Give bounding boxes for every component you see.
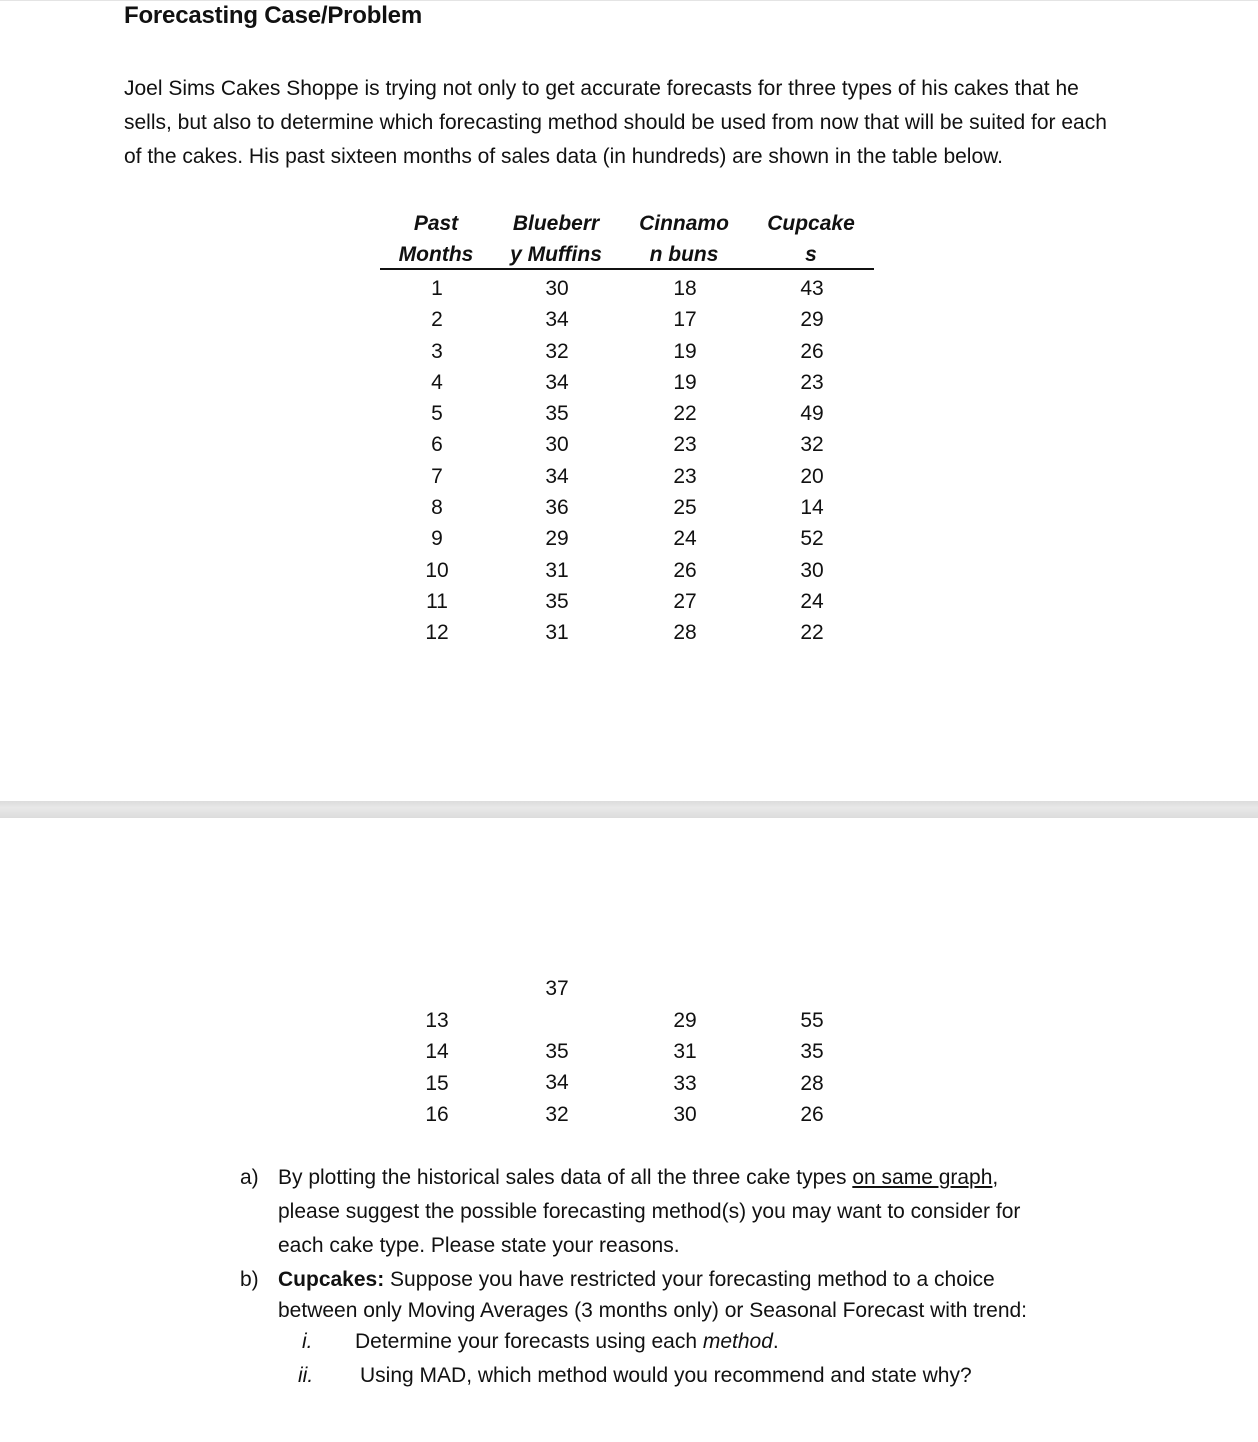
subquestion-label: i. (302, 1330, 313, 1353)
question-b-line1 (278, 1263, 995, 1297)
table-cell: 26 (673, 558, 697, 582)
subquestion-i (355, 1325, 779, 1359)
question-text: . (772, 1330, 779, 1353)
header-line: y Muffins (510, 243, 602, 266)
table-cell: 13 (425, 1009, 449, 1032)
table-cell: 32 (800, 433, 824, 457)
table-cell: 10 (425, 558, 449, 582)
header-cupcakes (756, 208, 866, 270)
column-cinnamon-buns-cont (655, 1005, 715, 1130)
table-cell: 25 (673, 496, 697, 520)
question-a-line1 (278, 1161, 998, 1195)
table-cell: 35 (545, 1040, 569, 1063)
table-cell: 52 (800, 527, 824, 551)
table-cell: 9 (431, 527, 443, 551)
table-cell: 24 (673, 527, 697, 551)
question-text: Determine your forecasts using each (355, 1330, 703, 1353)
table-cell: 31 (545, 558, 569, 582)
table-cell: 35 (545, 589, 569, 613)
page-top-border (0, 0, 1258, 1)
bold-label: Cupcakes: (278, 1268, 385, 1291)
header-cinnamon-buns (630, 208, 738, 270)
table-cell: 37 (545, 977, 569, 1000)
table-cell: 29 (673, 1009, 697, 1032)
table-cell: 14 (800, 496, 824, 520)
table-cell: 43 (800, 277, 824, 300)
column-blueberry-muffins-cont (527, 1036, 587, 1130)
italic-word: method (702, 1330, 773, 1353)
table-cell: 27 (673, 589, 697, 613)
table-cell: 33 (673, 1071, 697, 1095)
question-label: b) (240, 1268, 259, 1291)
table-cell: 34 (545, 1071, 569, 1095)
table-cell: 16 (425, 1102, 449, 1126)
table-cell: 29 (800, 308, 824, 332)
table-cell: 2 (431, 308, 443, 332)
column-blueberry-muffins (527, 273, 587, 649)
table-cell: 32 (545, 339, 569, 363)
page-break (0, 801, 1258, 818)
header-line: n buns (649, 243, 719, 266)
column-cupcakes (782, 273, 842, 649)
table-cell: 34 (545, 308, 569, 332)
table-cell: 23 (800, 370, 824, 394)
table-cell: 28 (800, 1071, 824, 1095)
question-text: By plotting the historical sales data of all the three cake types (278, 1166, 853, 1189)
table-cell: 4 (431, 370, 443, 394)
table-cell: 8 (431, 496, 443, 520)
intro-paragraph: Joel Sims Cakes Shoppe is trying not only to get accurate forecasts for three types of his cakes that he sells, but also to determine which forecasting method should be used from now that will be suited for each of the cakes. His past sixteen months of sales data (in hundreds) are shown in the table below. (124, 77, 1107, 168)
table-cell: 17 (673, 308, 697, 332)
header-line: Blueberr (512, 212, 600, 235)
subquestion-label: ii. (298, 1364, 314, 1387)
table-cell: 26 (800, 339, 824, 363)
question-text: Suppose you have restricted your forecasting method to a choice (384, 1268, 995, 1291)
table-cell: 15 (425, 1071, 449, 1095)
table-cell: 30 (545, 433, 569, 457)
table-cell: 3 (431, 339, 443, 363)
header-line: Cupcake (767, 212, 855, 235)
table-cell: 22 (673, 402, 697, 426)
table-cell: 29 (545, 527, 569, 551)
table-cell: 30 (673, 1102, 697, 1126)
table-cell: 30 (545, 277, 569, 300)
question-b-line2: between only Moving Averages (3 months only) or Seasonal Forecast with trend: (278, 1299, 1028, 1322)
table-header-rule (380, 268, 874, 270)
header-line: s (805, 243, 817, 266)
header-blueberry-muffins (500, 208, 612, 270)
question-label: a) (240, 1166, 259, 1189)
table-cell: 34 (545, 464, 569, 488)
table-cell: 49 (800, 402, 824, 426)
table-cell: 12 (425, 621, 449, 645)
table-cell: 34 (545, 370, 569, 394)
table-cell: 35 (545, 402, 569, 426)
table-cell: 20 (800, 464, 824, 488)
table-cell: 28 (673, 621, 697, 645)
table-cell: 55 (800, 1009, 824, 1032)
header-past-months (390, 208, 482, 270)
table-cell: 36 (545, 496, 569, 520)
table-cell: 11 (426, 589, 448, 613)
table-cell: 19 (673, 370, 697, 394)
subquestion-ii: Using MAD, which method would you recommend and state why? (360, 1364, 972, 1387)
table-cell: 14 (425, 1040, 449, 1064)
table-cell: 7 (431, 464, 443, 488)
table-cell: 23 (673, 464, 697, 488)
table-cell: 19 (673, 339, 697, 363)
table-cell: 5 (431, 402, 443, 426)
header-line: Cinnamo (639, 212, 729, 235)
column-months (407, 273, 467, 649)
table-cell: 1 (431, 277, 443, 300)
underlined-phrase: on same graph (852, 1166, 993, 1189)
table-cell: 30 (800, 558, 824, 582)
column-months-cont (407, 1005, 467, 1130)
table-cell: 18 (673, 277, 697, 300)
table-cell: 6 (431, 433, 443, 457)
question-a-line2: please suggest the possible forecasting method(s) you may want to consider for (278, 1200, 1021, 1223)
header-line: Months (398, 243, 474, 266)
table-cell: 23 (673, 433, 697, 457)
table-cell: 24 (800, 589, 824, 613)
column-cupcakes-cont (782, 1005, 842, 1130)
table-cell: 22 (800, 621, 824, 645)
table-cell: 35 (800, 1040, 824, 1064)
table-cell: 31 (545, 621, 569, 645)
table-cell: 32 (545, 1102, 569, 1126)
table-cell: 31 (673, 1040, 697, 1064)
header-line: Past (413, 212, 459, 235)
question-a-line3: each cake type. Please state your reasons. (278, 1234, 680, 1257)
column-cinnamon-buns (655, 273, 715, 649)
table-cell: 26 (800, 1102, 824, 1126)
question-text: , (992, 1166, 999, 1189)
page-title: Forecasting Case/Problem (124, 2, 422, 29)
